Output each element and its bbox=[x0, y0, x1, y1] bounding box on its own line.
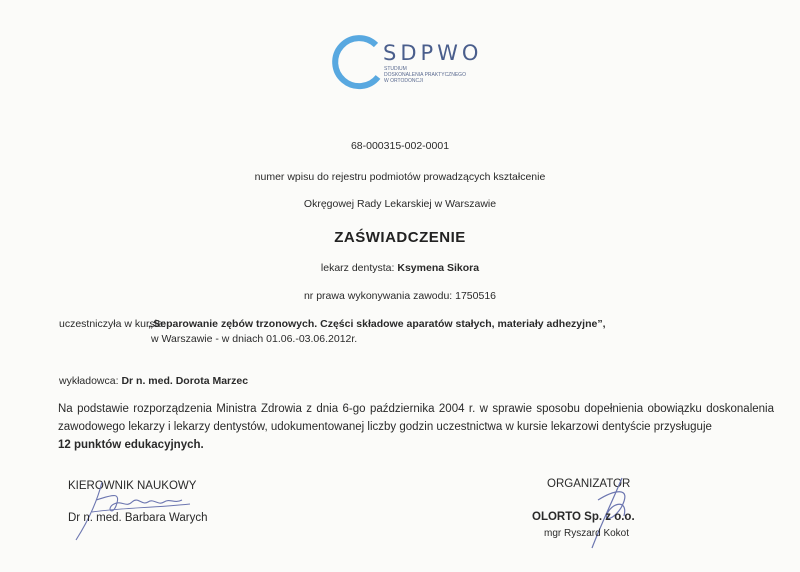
course-name: „Separowanie zębów trzonowych. Części składowe aparatów stałych, materiały adhezyjne”, bbox=[148, 318, 606, 330]
course-place-date: w Warszawie - w dniach 01.06.-03.06.2012r. bbox=[151, 333, 358, 345]
recipient-name: Ksymena Sikora bbox=[397, 262, 480, 274]
left-handwritten-signature bbox=[62, 478, 202, 544]
statement-text: Na podstawie rozporządzenia Ministra Zdrowia z dnia 6-go października 2004 r. w sprawie sposobu dopełnienia obowiązku doskonalenia zawodowego lekarzy i lekarzy dentystów, udokumentowanej liczby godzin uczestnictwa w kursie lekarzowi dentyście przysługuje bbox=[58, 403, 774, 433]
logo-subtitle-line-2: DOSKONALENIA PRAKTYCZNEGO bbox=[384, 72, 466, 78]
statement-paragraph bbox=[58, 400, 774, 454]
recipient-prefix: lekarz dentysta: bbox=[320, 262, 395, 274]
registry-number: 68-000315-002-0001 bbox=[350, 140, 450, 152]
sdpwo-logo bbox=[326, 33, 486, 95]
logo-ring-icon bbox=[326, 33, 386, 95]
logo-subtitle-line-1: STUDIUM bbox=[384, 66, 407, 72]
logo-name: SDPWO bbox=[383, 41, 483, 65]
left-signature-name: Dr n. med. Barbara Warych bbox=[68, 512, 208, 524]
lecturer-label: wykładowca: bbox=[59, 375, 119, 387]
license-number: nr prawa wykonywania zawodu: 1750516 bbox=[303, 290, 497, 302]
course-label: uczestniczyła w kursie: bbox=[59, 318, 166, 330]
organizer-company: OLORTO Sp. z o.o. bbox=[532, 511, 635, 523]
lecturer-name: Dr n. med. Dorota Marzec bbox=[121, 375, 249, 387]
logo-subtitle-line-3: W ORTODONCJI bbox=[384, 78, 423, 84]
logo-subtitle bbox=[384, 66, 466, 84]
registry-authority: Okręgowej Rady Lekarskiej w Warszawie bbox=[303, 198, 497, 210]
right-signature-title: ORGANIZATOR bbox=[547, 478, 631, 490]
left-signature-title: KIEROWNIK NAUKOWY bbox=[68, 480, 197, 492]
certificate-title: ZAŚWIADCZENIE bbox=[334, 229, 466, 246]
statement-points: 12 punktów edukacyjnych. bbox=[58, 439, 204, 451]
lecturer-line bbox=[59, 375, 248, 387]
registry-description: numer wpisu do rejestru podmiotów prowadzących kształcenie bbox=[254, 171, 546, 183]
recipient-line bbox=[0, 262, 800, 274]
right-signature-name: mgr Ryszard Kokot bbox=[544, 528, 630, 539]
